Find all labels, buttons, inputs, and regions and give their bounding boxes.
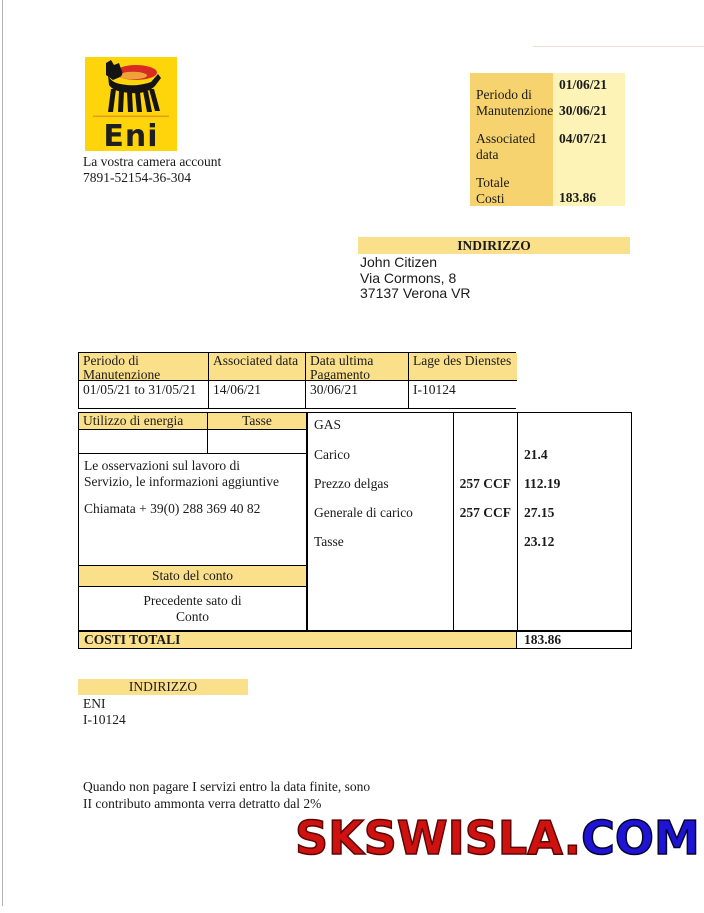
column-divider bbox=[517, 413, 518, 630]
page-left-edge-line bbox=[2, 0, 3, 906]
status-line: Conto bbox=[175, 608, 209, 624]
charge-label: Generale di carico bbox=[314, 505, 413, 520]
watermark-tld: COM bbox=[581, 811, 700, 865]
charge-value: 21.4 bbox=[524, 447, 548, 462]
usage-header-taxes: Tasse bbox=[208, 413, 306, 429]
table-cell: 01/05/21 to 31/05/21 bbox=[79, 381, 209, 408]
charge-label: Tasse bbox=[314, 534, 344, 549]
payment-terms-note bbox=[83, 779, 370, 812]
charge-label: Carico bbox=[314, 447, 350, 462]
charge-quantity: 257 CCF bbox=[459, 476, 511, 491]
charge-value: 112.19 bbox=[524, 476, 561, 491]
recipient-address-header: INDIRIZZO bbox=[358, 237, 630, 254]
total-costs-row bbox=[78, 631, 632, 649]
total-costs-label: COSTI TOTALI bbox=[79, 632, 517, 648]
recipient-city: 37137 Verona VR bbox=[360, 285, 471, 301]
charge-quantity: 257 CCF bbox=[459, 505, 511, 520]
column-header: Lage des Dienstes bbox=[409, 353, 517, 381]
sender-name: ENI bbox=[83, 696, 106, 711]
billing-period-table bbox=[78, 352, 516, 409]
account-number: 7891-52154-36-304 bbox=[83, 170, 191, 185]
watermark bbox=[295, 811, 700, 865]
eni-logo bbox=[85, 57, 177, 151]
watermark-name: SKSWISLA bbox=[295, 811, 564, 865]
summary-label: Periodo di bbox=[476, 87, 532, 102]
top-faint-line bbox=[533, 46, 704, 47]
account-status-header: Stato del conto bbox=[79, 566, 306, 587]
usage-empty-cell bbox=[79, 430, 208, 453]
table-cell: I-10124 bbox=[409, 381, 517, 408]
service-notes bbox=[79, 454, 306, 566]
summary-label: Associated bbox=[476, 131, 536, 146]
summary-label: Manutenzione bbox=[476, 103, 554, 118]
sender-address bbox=[83, 696, 126, 727]
watermark-dot: . bbox=[563, 811, 582, 865]
note-line: Le osservazioni sul lavoro di bbox=[84, 458, 240, 473]
account-status-text bbox=[79, 587, 306, 624]
sender-code: I-10124 bbox=[83, 711, 126, 727]
charge-value: 27.15 bbox=[524, 505, 555, 520]
charge-value: 23.12 bbox=[524, 534, 555, 549]
usage-panel bbox=[78, 412, 307, 631]
column-header: Associated data bbox=[209, 353, 306, 381]
column-divider bbox=[453, 413, 454, 630]
summary-box bbox=[470, 73, 625, 206]
spacer bbox=[84, 489, 301, 501]
summary-label: Totale bbox=[476, 175, 510, 190]
summary-value: 30/06/21 bbox=[559, 103, 608, 118]
summary-value: 04/07/21 bbox=[559, 131, 608, 146]
total-costs-value: 183.86 bbox=[517, 632, 631, 648]
phone-line: Chiamata + 39(0) 288 369 40 82 bbox=[84, 501, 261, 516]
eni-logo-graphic bbox=[85, 57, 177, 151]
table-cell: 30/06/21 bbox=[306, 381, 409, 408]
summary-value: 01/06/21 bbox=[559, 77, 608, 92]
recipient-street: Via Cormons, 8 bbox=[360, 269, 457, 286]
column-header: Periodo di Manutenzione bbox=[79, 353, 209, 381]
terms-line: Quando non pagare I servizi entro la data finite, sono bbox=[83, 779, 371, 794]
account-block bbox=[83, 154, 221, 186]
summary-label: Costi bbox=[476, 191, 505, 206]
usage-header-energy: Utilizzo di energia bbox=[79, 413, 208, 429]
recipient-name: John Citizen bbox=[360, 254, 438, 270]
account-label: La vostra camera account bbox=[83, 154, 222, 169]
summary-label: data bbox=[476, 147, 499, 162]
gas-charges-panel bbox=[307, 412, 632, 631]
summary-value: 183.86 bbox=[559, 190, 597, 205]
column-header: Data ultima Pagamento bbox=[306, 353, 409, 381]
terms-line: II contributo ammonta verra detratto dal 2% bbox=[83, 795, 322, 811]
charge-label: Prezzo delgas bbox=[314, 476, 389, 491]
note-line: Servizio, le informazioni aggiuntive bbox=[84, 473, 279, 489]
eni-wordmark: Eni bbox=[103, 119, 159, 151]
sender-address-header: INDIRIZZO bbox=[78, 679, 248, 695]
gas-title: GAS bbox=[314, 417, 342, 432]
status-line: Precedente sato di bbox=[143, 593, 242, 608]
table-cell: 14/06/21 bbox=[209, 381, 306, 408]
recipient-address bbox=[360, 255, 471, 302]
usage-empty-cell bbox=[208, 430, 306, 453]
